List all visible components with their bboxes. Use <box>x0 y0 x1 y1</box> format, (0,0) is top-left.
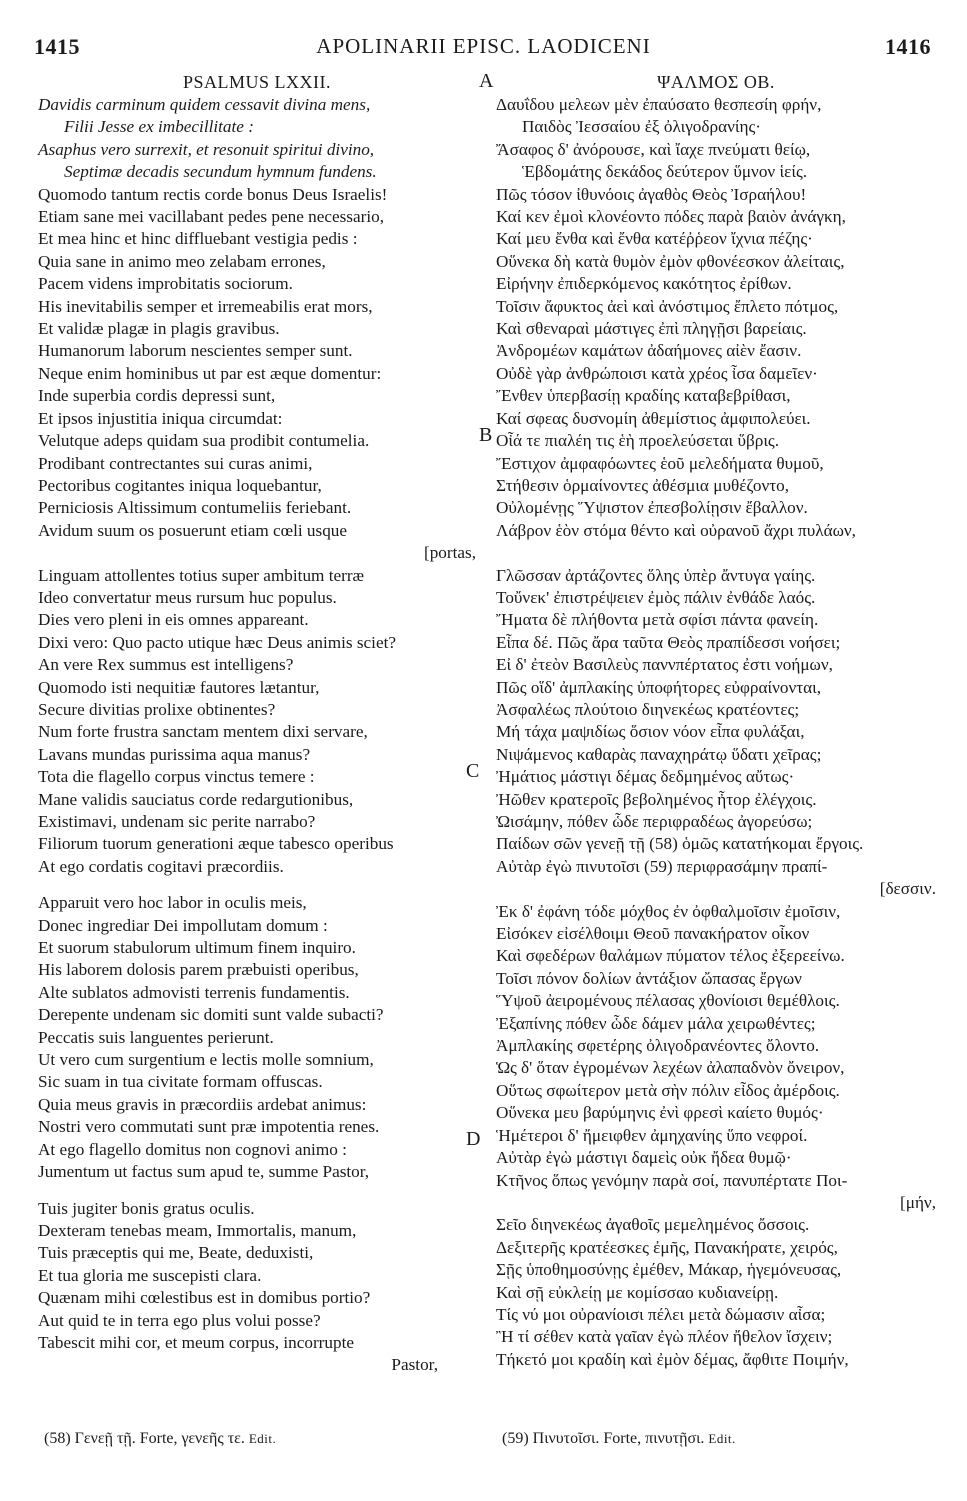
greek-title: ΨΑΛΜΟΣ ΟΒ. <box>657 72 775 92</box>
latin-title: PSALMUS LXXII. <box>182 72 331 92</box>
greek-block-4 <box>496 1214 936 1371</box>
greek-verse-line: Οὕτως σφωίτερον μετὰ σὴν πόλιν εἶδος ἀμέρδοις. <box>496 1080 840 1100</box>
greek-verse-line: Γλῶσσαν ἀρτάζοντες ὅλης ὑπὲρ ἄντυγα γαίης. <box>496 565 816 585</box>
greek-verse-line: Τήκετό μοι κραδίη καὶ ἐμὸν δέμας, ἄφθιτε Ποιμήν, <box>496 1349 849 1369</box>
latin-verse-line: Sic suam in tua civitate formam offuscas. <box>38 1072 323 1092</box>
latin-verse-line: Quomodo isti nequitiæ fautores lætantur, <box>38 677 320 697</box>
latin-verse-line: Pacem videns improbitatis sociorum. <box>38 274 293 294</box>
running-header <box>0 34 967 64</box>
latin-verse-line: Perniciosis Altissimum contumeliis feriebant. <box>38 498 352 518</box>
latin-verse-line: Aut quid te in terra ego plus volui posse? <box>38 1310 321 1330</box>
latin-verse-line: Jumentum ut factus sum apud te, summe Pastor, <box>38 1162 370 1182</box>
greek-verse-line: Παίδων σῶν γενεῇ τῇ (58) ὁμῶς κατατήκομαι ἔργοις. <box>496 834 864 854</box>
latin-verse-line: Linguam attollentes totius super ambitum terræ <box>38 565 365 585</box>
greek-verse-line: Ἐξαπίνης πόθεν ὧδε δάμεν μάλα χειρωθέντες; <box>496 1013 816 1033</box>
latin-verse-line: His laborem dolosis parem præbuisti operibus, <box>38 960 359 980</box>
greek-verse-line: Σῇς ὑποθημοσύνῃς ἐμέθεν, Μάκαρ, ἡγεμόνευσας, <box>496 1260 842 1280</box>
greek-verse-line: Τίς νύ μοι οὐρανίοισι πέλει μετὰ δώμασιν αἶσα; <box>496 1304 826 1324</box>
greek-verse-line: Ἔστιχον ἀμφαφόωντες ἑοῦ μελεδήματα θυμοῦ, <box>496 453 824 473</box>
greek-verse-line: Νιψάμενος καθαρὰς παναχηράτῳ ὕδατι χεῖρας; <box>496 744 822 764</box>
greek-intro-line: Ἄσαφος δ' ἀνόρουσε, καὶ ἴαχε πνεύματι θείῳ, <box>496 139 811 159</box>
greek-verse-line: Λάβρον ἑὸν στόμα θέντο καὶ οὐρανοῦ ἄχρι πυλάων, <box>496 520 856 540</box>
greek-verse-line: Ἀμπλακίης σφετέρης ὀλιγοδρανέοντες ὄλοντο. <box>496 1036 820 1056</box>
greek-verse-line: Ἔνθεν ὑπερβασίῃ κραδίης καταβεβρίθασι, <box>496 386 791 406</box>
latin-verse-line: Num forte frustra sanctam mentem dixi servare, <box>38 722 368 742</box>
latin-verse-line: Nostri vero commutati sunt præ impotentia renes. <box>38 1117 380 1137</box>
greek-verse-line: Εἰσόκεν εἰσέλθοιμι Θεοῦ πανακήρατον οἶκον <box>496 924 810 944</box>
latin-verse-line: Tuis jugiter bonis gratus oculis. <box>38 1198 255 1218</box>
greek-verse-line: Δεξιτερῆς κρατέεσκες ἐμῆς, Πανακήρατε, χειρός, <box>496 1237 838 1257</box>
greek-verse-line: Οὐδὲ γὰρ ἀνθρώποισι κατὰ χρέος ἶσα δαμεῖεν· <box>496 363 818 383</box>
latin-verse-line: Dixi vero: Quo pacto utique hæc Deus animis sciet? <box>38 632 396 652</box>
margin-marker-b: B <box>479 424 493 446</box>
latin-verse-line: Apparuit vero hoc labor in oculis meis, <box>38 893 307 913</box>
latin-footnote-edit: Edit. <box>248 1431 277 1446</box>
greek-verse-line: Ἠῶθεν κρατεροῖς βεβολημένος ἦτορ ἐλέγχοις. <box>496 789 817 809</box>
page-number-left: 1415 <box>34 34 80 59</box>
latin-verse-line: An vere Rex summus est intelligens? <box>38 655 294 675</box>
greek-verse-line: Μή τάχα μαψιδίως ὅσιον νόον εἶπα φυλάξαι, <box>496 722 805 742</box>
latin-verse-line: Et mea hinc et hinc diffluebant vestigia pedis : <box>38 229 358 249</box>
greek-verse-line: Τοῖσι πόνον δολίων ἀντάξιον ὤπασας ἔργων <box>496 968 802 988</box>
latin-verse-line: Et tua gloria me suscepisti clara. <box>38 1265 262 1285</box>
latin-verse-line: Etiam sane mei vacillabant pedes pene necessario, <box>38 207 384 227</box>
latin-intro-line: Filii Jesse ex imbecillitate : <box>64 117 254 137</box>
latin-block-4 <box>38 1198 476 1355</box>
latin-verse-line: Mane validis sauciatus corde redargutionibus, <box>38 789 354 809</box>
greek-intro-line: Παιδὸς Ἰεσσαίου ἐξ ὀλιγοδρανίης· <box>522 117 761 137</box>
greek-spacer-line <box>496 542 936 564</box>
greek-verse-line: Οὐλομένῃς Ὕψιστον ἐπεσβολίῃσιν ἔβαλλον. <box>496 498 808 518</box>
greek-verse-line: Ὡς δ' ὅταν ἐγρομένων λεχέων ἀλαπαδνὸν ὄνειρον, <box>496 1058 845 1078</box>
latin-footnote <box>44 1430 276 1448</box>
latin-verse-line: Quomodo tantum rectis corde bonus Deus Israelis! <box>38 184 388 204</box>
latin-verse-line: Peccatis suis languentes perierunt. <box>38 1027 274 1047</box>
greek-verse-line: Κτῆνος ὅπως γενόμην παρὰ σοί, πανυπέρτατε Ποι- <box>496 1170 848 1190</box>
latin-verse-line: Quænam mihi cœlestibus est in domibus portio? <box>38 1288 371 1308</box>
greek-verse-line: Ἤματα δὲ πλήθοντα μετὰ σφίσι πάντα φανείη. <box>496 610 819 630</box>
latin-verse-line: Avidum suum os posuerunt etiam cœli usque <box>38 520 348 540</box>
margin-marker-d: D <box>466 1128 481 1150</box>
greek-verse-line: Καί κεν ἐμοὶ κλονέοντο πόδες παρὰ βαιὸν ἀνάγκη, <box>496 207 846 227</box>
greek-verse-line: Εἶπα δέ. Πῶς ἄρα ταῦτα Θεὸς πραπίδεσσι νοήσει; <box>496 632 841 652</box>
greek-intro-line: Ἑβδομάτης δεκάδος δεύτερον ὕμνον ἱείς. <box>522 162 808 182</box>
greek-verse-line: Ὕψοῦ ἀειρομένους πέλασας χθονίοισι θεμέθλοις. <box>496 991 840 1011</box>
latin-verse-line: Existimavi, undenam sic perite narrabo? <box>38 812 316 831</box>
latin-verse-line: Velutque adeps quidam sua prodibit contumelia. <box>38 431 370 451</box>
margin-marker-a: A <box>479 70 494 92</box>
greek-verse-line: Εἰ δ' ἐτεὸν Βασιλεὺς παννπέρτατος ἐστι νοήμων, <box>496 655 833 675</box>
greek-verse-line: Οὕνεκα δὴ κατὰ θυμὸν ἐμὸν φθονέεσκον ἀλείταις, <box>496 251 845 271</box>
latin-verse-line: Secure divitias prolixe obtinentes? <box>38 699 276 719</box>
latin-verse-line: Et suorum stabulorum ultimum finem inquiro. <box>38 938 356 958</box>
latin-intro-line: Asaphus vero surrexit, et resonuit spiritui divino, <box>38 139 375 159</box>
latin-verse-line: Inde superbia cordis depressi sunt, <box>38 386 276 406</box>
greek-verse-line: Οὕνεκα μευ βαρύμηνις ἐνὶ φρεσὶ καίετο θυμός· <box>496 1103 824 1123</box>
latin-verse-line: Neque enim hominibus ut par est æque domentur: <box>38 363 382 383</box>
greek-verse-line: Πῶς οἵδ' ἀμπλακίης ὑποφήτορες εὐφραίνονται, <box>496 677 822 697</box>
latin-block-3 <box>38 892 476 1183</box>
latin-verse-line: Tuis præceptis qui me, Beate, deduxisti, <box>38 1243 314 1263</box>
greek-verse-line: Στήθεσιν ὁρμαίνοντες ἀθέσμια μυθέζοντο, <box>496 475 790 495</box>
greek-verse-line: Καὶ σῇ εὐκλείῃ με κομίσσαο κυδιανείρῃ. <box>496 1282 779 1302</box>
greek-verse-line: Ἀσφαλέως πλούτοιο διηνεκέως κρατέοντες; <box>496 699 800 719</box>
latin-verse-line: Et ipsos injustitia iniqua circumdat: <box>38 408 283 428</box>
latin-verse-line: Quia meus gravis in præcordiis ardebat animus: <box>38 1094 367 1114</box>
latin-verse-line: Pectoribus cogitantes iniqua loquebantur, <box>38 475 322 495</box>
greek-intro <box>496 94 936 184</box>
latin-block-1 <box>38 184 476 543</box>
margin-marker-c: C <box>466 760 480 782</box>
greek-verse-line: Ἠμάτιος μάστιγι δέμας δεδμημένος αὔτως· <box>496 767 795 787</box>
latin-intro-line: Davidis carminum quidem cessavit divina mens, <box>38 95 371 114</box>
greek-verse-line: Ὠισάμην, πόθεν ὧδε περιφραδέως ἀγορεύσω; <box>496 812 813 831</box>
latin-verse-line: Lavans mundas purissima aqua manus? <box>38 744 311 764</box>
latin-continuation-2: Pastor, <box>391 1355 438 1375</box>
greek-verse-line: Σεῖο διηνεκέως ἀγαθοῖς μεμελημένος ὄσσοις. <box>496 1215 810 1235</box>
greek-verse-line: Καὶ σφεδέρων θαλάμων πύματον τέλος ἐξερεείνω. <box>496 946 845 966</box>
greek-block-2 <box>496 565 936 879</box>
latin-verse-line: Tabescit mihi cor, et meum corpus, incorrupte <box>38 1332 354 1352</box>
page-number-right: 1416 <box>885 34 931 59</box>
greek-verse-line: Καί μευ ἔνθα καὶ ἔνθα κατέῤῥεον ἴχνια πέζης· <box>496 229 813 249</box>
greek-block-3 <box>496 901 936 1192</box>
latin-intro-line: Septimæ decadis secundum hymnum fundens. <box>64 162 377 182</box>
greek-verse-line: Εἰρήνην ἐπιδερκόμενος κακότητος ἐρίθων. <box>496 274 792 294</box>
greek-verse-line: Αὐτὰρ ἐγὼ πινυτοῖσι (59) περιφρασάμην πραπί- <box>496 856 828 876</box>
greek-footnote-text: (59) Πινυτοῖσι. Forte, πινυτῇσι. <box>502 1430 709 1447</box>
greek-intro-line: Δαυΐδου μελεων μὲν ἐπαύσατο θεσπεσίη φρήν, <box>496 95 822 114</box>
greek-continuation: [δεσσιν. <box>879 879 936 899</box>
greek-verse-line: Ἐκ δ' ἐφάνη τόδε μόχθος ἐν ὀφθαλμοῖσιν ἐμοῖσιν, <box>496 901 841 921</box>
latin-intro <box>38 94 476 184</box>
latin-verse-line: Et validæ plagæ in plagis gravibus. <box>38 319 280 339</box>
greek-verse-line: Αὐτὰρ ἐγὼ μάστιγι δαμεὶς οὐκ ἤδεα θυμῷ· <box>496 1148 792 1168</box>
latin-verse-line: Derepente undenam sic domiti sunt valde subacti? <box>38 1005 384 1025</box>
greek-verse-line: Τοῖσιν ἄφυκτος ἀεὶ καὶ ἀνόστιμος ἔπλετο πότμος, <box>496 296 839 316</box>
latin-verse-line: Dexteram tenebas meam, Immortalis, manum, <box>38 1220 357 1240</box>
latin-verse-line: Ut vero cum surgentium e lectis molle somnium, <box>38 1050 374 1070</box>
latin-verse-line: Donec ingrediar Dei impollutam domum : <box>38 915 328 935</box>
latin-verse-line: At ego cordatis cogitavi præcordiis. <box>38 856 284 876</box>
latin-verse-line: Alte sublatos admovisti terrenis fundamentis. <box>38 982 350 1002</box>
latin-verse-line: Filiorum tuorum generationi æque tabesco operibus <box>38 834 394 854</box>
greek-verse-line: Οἶά τε πιαλέη τις ἑὴ προελεύσεται ὕβρις. <box>496 431 780 451</box>
greek-verse-line: Ἡμέτεροι δ' ἤμειφθεν ἀμηχανίης ὕπο νεφροί. <box>496 1125 808 1145</box>
greek-verse-line: Καί σφεας δυσνομίη ἀθεμίστιος ἀμφιπολεύει. <box>496 408 811 428</box>
greek-verse-line: Καὶ σθεναραὶ μάστιγες ἐπὶ πληγῇσι βαρείαις. <box>496 319 807 339</box>
latin-verse-line: Ideo convertatur meus rursum huc populus. <box>38 587 337 607</box>
greek-block-1 <box>496 184 936 543</box>
greek-verse-line: Τοὔνεκ' ἐπιστρέψειεν ἐμὸς πάλιν ἐνθάδε λαός. <box>496 587 816 607</box>
greek-footnote-edit: Edit. <box>708 1431 736 1446</box>
latin-column <box>38 70 476 1377</box>
greek-continuation-2: [μήν, <box>900 1192 936 1212</box>
latin-verse-line: His inevitabilis semper et irremeabilis erat mors, <box>38 296 373 316</box>
greek-verse-line: Ἢ τί σέθεν κατὰ γαῖαν ἐγὼ πλέον ἤθελον ἴσχειν; <box>496 1327 833 1347</box>
greek-verse-line: Ἀνδρομέων καμάτων ἀδαήμονες αἰὲν ἔασιν. <box>496 341 802 361</box>
latin-verse-line: Prodibant contrectantes sui curas animi, <box>38 453 313 473</box>
running-head-title: APOLINARII EPISC. LAODICENI <box>316 34 651 58</box>
latin-continuation: [portas, <box>423 543 476 563</box>
greek-footnote <box>502 1430 736 1448</box>
greek-column <box>496 70 936 1371</box>
latin-verse-line: Dies vero pleni in eis omnes appareant. <box>38 610 309 630</box>
latin-verse-line: Tota die flagello corpus vinctus temere : <box>38 767 315 787</box>
latin-verse-line: Humanorum laborum nescientes semper sunt. <box>38 341 353 361</box>
latin-block-2 <box>38 565 476 879</box>
latin-footnote-text: (58) Γενεῇ τῇ. Forte, γενεῆς τε. <box>44 1430 249 1447</box>
latin-verse-line: Quia sane in animo meo zelabam errones, <box>38 251 326 271</box>
latin-verse-line: At ego flagello domitus non cognovi animo : <box>38 1139 347 1159</box>
greek-verse-line: Πῶς τόσον ἰθυνόοις ἀγαθὸς Θεὸς Ἰσραήλου! <box>496 184 807 204</box>
